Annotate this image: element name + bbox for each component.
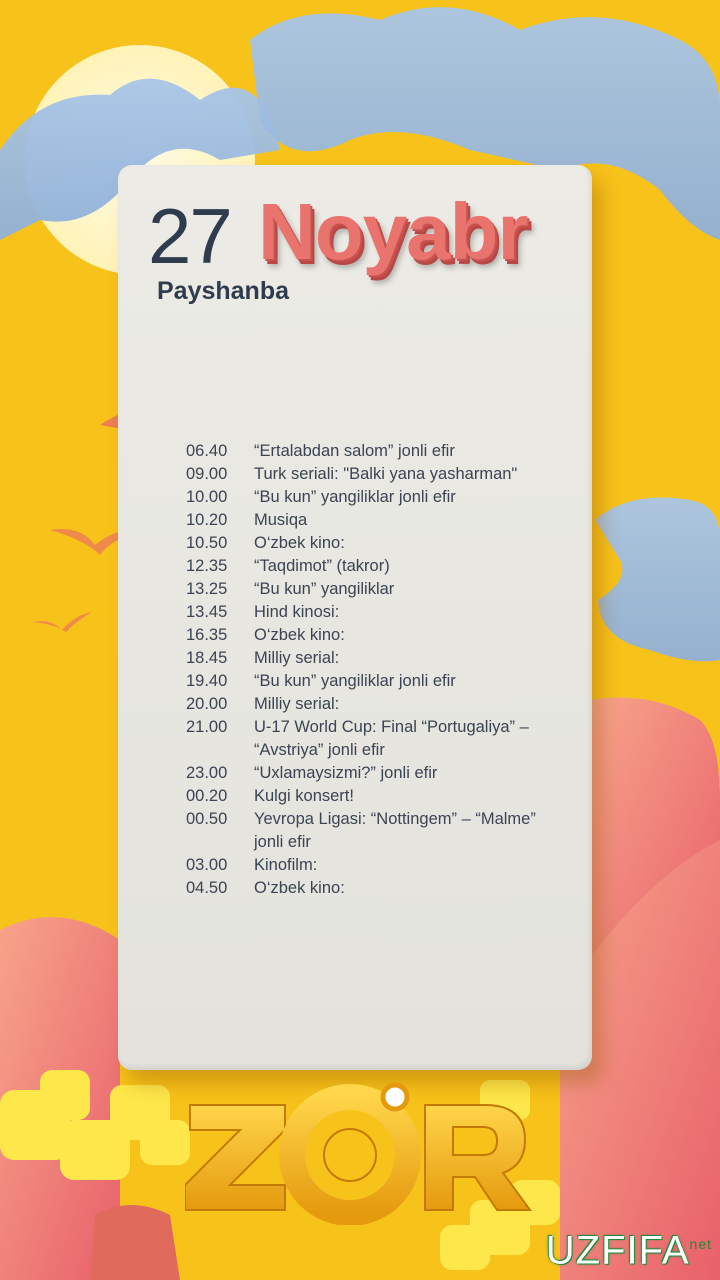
month-name: Noyabr: [258, 187, 528, 276]
weekday-name: Payshanba: [157, 277, 290, 305]
schedule-program: O‘zbek kino:: [254, 626, 345, 644]
schedule-program: Kinofilm:: [254, 856, 318, 874]
schedule-row: [186, 509, 566, 532]
schedule-row: [186, 601, 566, 624]
schedule-row: [186, 716, 566, 762]
schedule-time: 12.35: [186, 557, 228, 575]
schedule-time: 13.45: [186, 603, 228, 621]
schedule-program: “Uxlamaysizmi?” jonli efir: [254, 764, 438, 782]
rock-shape: [90, 1205, 180, 1280]
watermark-text: $UZFIFA^{net}$: [545, 1228, 712, 1272]
schedule-row: [186, 555, 566, 578]
schedule-program: “Ertalabdan salom” jonli efir: [254, 442, 455, 460]
schedule-time: 06.40: [186, 442, 228, 460]
schedule-row: [186, 647, 566, 670]
schedule-time: 09.00: [186, 465, 228, 483]
schedule-row: [186, 670, 566, 693]
schedule-row: [186, 532, 566, 555]
schedule-row: [186, 877, 566, 900]
schedule-program: “Bu kun” yangiliklar: [254, 580, 395, 598]
schedule-time: 10.20: [186, 511, 228, 529]
schedule-time: 10.00: [186, 488, 228, 506]
schedule-program: O‘zbek kino:: [254, 534, 345, 552]
schedule-row: [186, 624, 566, 647]
schedule-row: [186, 693, 566, 716]
schedule-row: [186, 785, 566, 808]
schedule-time: 18.45: [186, 649, 228, 667]
schedule-program: Yevropa Ligasi: “Nottingem” – “Malme” jonli efir: [254, 810, 536, 851]
schedule-row: [186, 440, 566, 463]
schedule-time: 16.35: [186, 626, 228, 644]
zor-tv-logo-icon: [185, 1075, 535, 1225]
schedule-time: 23.00: [186, 764, 228, 782]
schedule-row: [186, 808, 566, 854]
schedule-time: 13.25: [186, 580, 228, 598]
schedule-time: 20.00: [186, 695, 228, 713]
schedule-row: [186, 762, 566, 785]
schedule-time: 19.40: [186, 672, 228, 690]
schedule-program: “Bu kun” yangiliklar jonli efir: [254, 672, 456, 690]
schedule-program: Kulgi konsert!: [254, 787, 354, 805]
schedule-time: 00.50: [186, 810, 228, 828]
schedule-time: 04.50: [186, 879, 228, 897]
day-number: 27: [148, 192, 231, 280]
schedule-time: 00.20: [186, 787, 228, 805]
schedule-row: [186, 486, 566, 509]
schedule-list: [186, 440, 566, 900]
schedule-program: Milliy serial:: [254, 649, 340, 667]
schedule-row: [186, 578, 566, 601]
schedule-time: 10.50: [186, 534, 228, 552]
schedule-time: 03.00: [186, 856, 228, 874]
schedule-program: “Taqdimot” (takror): [254, 557, 390, 575]
schedule-program: Musiqa: [254, 511, 308, 529]
schedule-row: [186, 463, 566, 486]
schedule-program: U-17 World Cup: Final “Portugaliya” – “Avstriya” jonli efir: [254, 718, 529, 759]
schedule-program: “Bu kun” yangiliklar jonli efir: [254, 488, 456, 506]
schedule-program: O‘zbek kino:: [254, 879, 345, 897]
schedule-program: Turk seriali: "Balki yana yasharman": [254, 465, 518, 483]
schedule-program: Hind kinosi:: [254, 603, 340, 621]
schedule-time: 21.00: [186, 718, 228, 736]
schedule-row: [186, 854, 566, 877]
schedule-program: Milliy serial:: [254, 695, 340, 713]
